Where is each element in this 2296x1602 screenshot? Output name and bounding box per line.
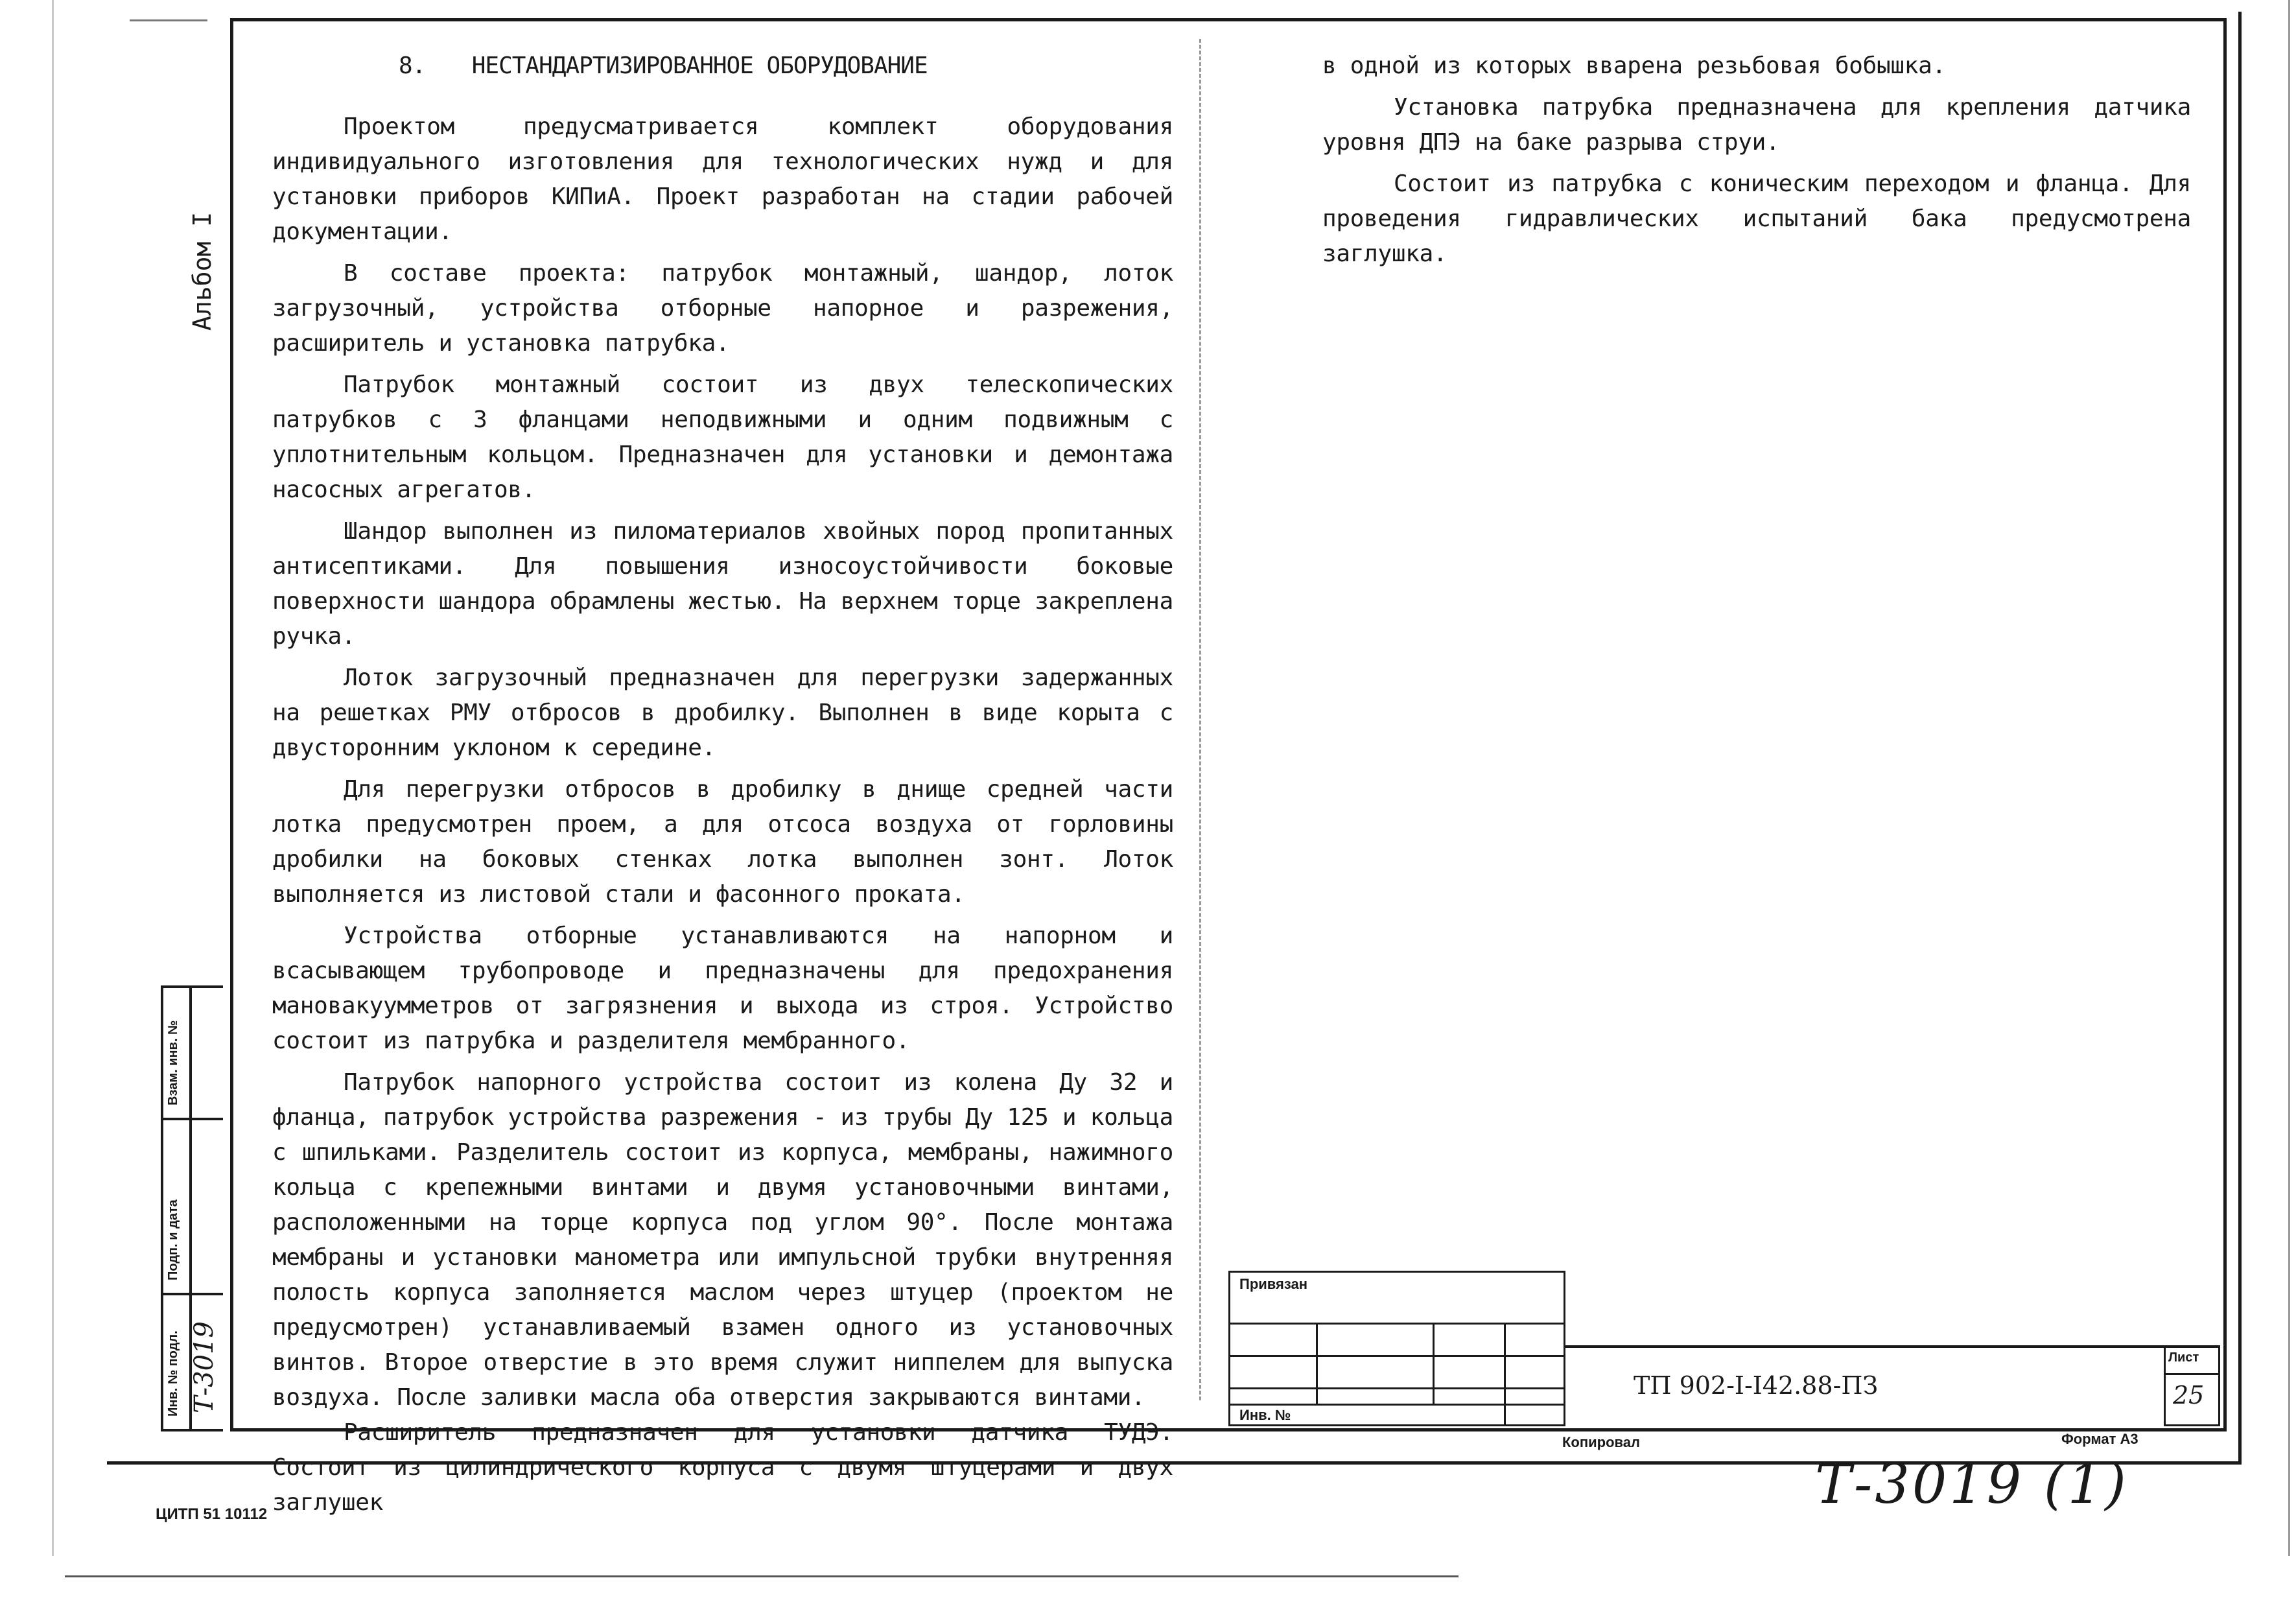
paragraph: Состоит из патрубка с коническим переходом и фланца. Для проведения гидравлических испытаний бака предусмотрена заглушка. xyxy=(1322,171,2191,267)
handwritten-inv: Т-3019 (1) xyxy=(1815,1452,2129,1516)
paragraph: Для перегрузки отбросов в дробилку в днище средней части лотка предусмотрен проем, а для отсоса воздуха от горловины дробилки на боковых стенках лотка выполнен зонт. Лоток выполняется из листовой стали и фасонного проката. xyxy=(272,776,1173,908)
fold-line xyxy=(1199,39,1201,1400)
paragraph: Лоток загрузочный предназначен для перегрузки задержанных на решетках РМУ отбросов в дробилку. Выполнен в виде корыта с двусторонним уклоном к середине. xyxy=(272,665,1173,761)
paragraph: Патрубок монтажный состоит из двух телескопических патрубков с 3 фланцами неподвижными и одним подвижным с уплотнительным кольцом. Предназначен для установки и демонтажа насосных агрегатов. xyxy=(272,371,1173,503)
document-code: ТП 902-I-I42.88-ПЗ xyxy=(1634,1371,1879,1400)
paragraph: Устройства отборные устанавливаются на напорном и всасывающем трубопроводе и предназначены для предохранения мановакуумметров от загрязнения и выхода из строя. Устройство состоит из патрубка и разделителя мембранного. xyxy=(272,923,1173,1054)
paragraph: Шандор выполнен из пиломатериалов хвойных пород пропитанных антисептиками. Для повышения износоустойчивости боковые поверхности шандора обрамлены жестью. На верхнем торце закреплена ручка. xyxy=(272,518,1173,650)
side-label-inv: Инв. № подл. xyxy=(166,1330,180,1417)
sheet-label: Лист xyxy=(2168,1350,2199,1365)
paragraph: Патрубок напорного устройства состоит из колена Ду 32 и фланца, патрубок устройства разрежения - из трубы Ду 125 и кольца с шпильками. Разделитель состоит из корпуса, мембраны, нажимного кольца с крепежными винтами и двумя установочными винтами, расположенными на торце корпуса под углом 90°. После монтажа мембраны и установки манометра или импульсной трубки внутренняя полость корпуса заполняется маслом через штуцер (проектом не предусмотрен) устанавливаемый взамен одного из установочных винтов. Второе отверстие в это время служит ниппелем для выпуска воздуха. После заливки масла оба отверстия закрываются винтами. xyxy=(272,1069,1173,1411)
side-inv-number: Т-3019 xyxy=(189,1321,219,1413)
left-column xyxy=(272,49,1173,1527)
scan-line xyxy=(65,1575,1458,1577)
paragraph: Установка патрубка предназначена для крепления датчика уровня ДПЭ на баке разрыва струи. xyxy=(1322,94,2191,156)
section-heading xyxy=(399,49,1173,84)
heading-text: НЕСТАНДАРТИЗИРОВАННОЕ ОБОРУДОВАНИЕ xyxy=(471,53,928,79)
album-label: Альбом I xyxy=(188,211,217,331)
side-label-vzam: Взам. инв. № xyxy=(166,1020,180,1105)
inv-no-label: Инв. № xyxy=(1239,1407,1291,1423)
scan-line xyxy=(2288,0,2290,1556)
print-mark: ЦИТП 51 10112 xyxy=(156,1505,268,1523)
scan-line xyxy=(130,19,207,21)
sheet-number: 25 xyxy=(2173,1381,2205,1409)
paragraph: Расширитель предназначен для установки датчика ТУДЭ. Состоит из цилиндрического корпуса с двумя штуцерами и двух заглушек xyxy=(272,1419,1173,1516)
binding-table xyxy=(1228,1271,1565,1426)
copied-label: Копировал xyxy=(1562,1434,1641,1450)
scan-line xyxy=(52,0,54,1556)
side-label-podp: Подп. и дата xyxy=(166,1199,180,1280)
heading-number: 8. xyxy=(399,53,426,79)
format-label: Формат А3 xyxy=(2061,1431,2138,1447)
binding-label: Привязан xyxy=(1239,1276,1308,1292)
paragraph: Проектом предусматривается комплект оборудования индивидуального изготовления для технологических нужд и для установки приборов КИПиА. Проект разработан на стадии рабочей документации. xyxy=(272,113,1173,245)
stamp-top-line xyxy=(1565,1345,2220,1348)
right-column xyxy=(1322,49,2191,278)
paragraph: в одной из которых вварена резьбовая бобышка. xyxy=(1322,53,1946,79)
paragraph: В составе проекта: патрубок монтажный, шандор, лоток загрузочный, устройства отборные напорное и разрежения, расширитель и установка патрубка. xyxy=(272,260,1173,357)
